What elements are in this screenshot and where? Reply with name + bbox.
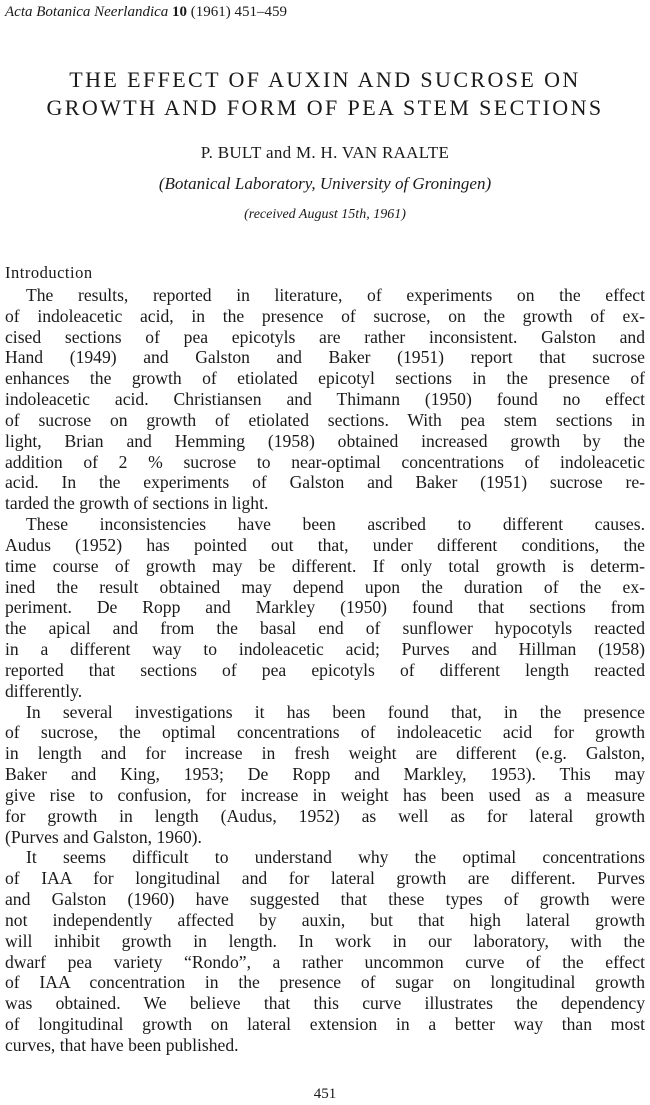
journal-name: Acta Botanica Neerlandica xyxy=(5,4,169,20)
journal-volume: 10 xyxy=(172,4,188,20)
article-authors: P. BULT and M. H. VAN RAALTE xyxy=(200,143,450,162)
article-affiliation: (Botanical Laboratory, University of Groningen) xyxy=(158,174,492,193)
body-line: tarded the growth of sections in light. xyxy=(5,493,269,514)
body-line: not independently affected by auxin, but that high lateral growth xyxy=(5,909,645,930)
body-line: the apical and from the basal end of sunflower hypocotyls reacted xyxy=(5,618,645,639)
body-line: Hand (1949) and Galston and Baker (1951) report that sucrose xyxy=(5,347,645,368)
body-line: reported that sections of pea epicotyls of different length reacted xyxy=(5,659,645,680)
body-line: for growth in length (Audus, 1952) as well as for lateral growth xyxy=(5,805,645,826)
body-line: of longitudinal growth on lateral extension in a better way than most xyxy=(5,1013,645,1034)
body-line: curves, that have been published. xyxy=(5,1034,239,1055)
body-line: The results, reported in literature, of experiments on the effect xyxy=(26,285,645,305)
body-line: of indoleacetic acid, in the presence of sucrose, on the growth of ex- xyxy=(5,305,645,326)
body-line: addition of 2 % sucrose to near-optimal concentrations of indoleacetic xyxy=(5,451,645,472)
title-line: GROWTH AND FORM OF PEA STEM SECTIONS xyxy=(46,95,604,120)
journal-year-pages: (1961) 451–459 xyxy=(190,4,288,20)
article-received-date: (received August 15th, 1961) xyxy=(244,207,406,222)
body-line: of sucrose on growth of etiolated sections. With pea stem sections in xyxy=(5,409,645,430)
body-line: (Purves and Galston, 1960). xyxy=(5,826,202,847)
body-line: cised sections of pea epicotyls are rather inconsistent. Galston and xyxy=(5,326,645,347)
running-head xyxy=(5,3,287,21)
article-title xyxy=(0,66,650,122)
body-line: will inhibit growth in length. In work in our laboratory, with the xyxy=(5,930,645,951)
body-line: of sucrose, the optimal concentrations of indoleacetic acid for growth xyxy=(5,722,645,743)
body-line: Baker and King, 1953; De Ropp and Markley, 1953). This may xyxy=(5,764,645,785)
body-line: In several investigations it has been found that, in the presence xyxy=(26,701,645,722)
body-line: was obtained. We believe that this curve illustrates the dependency xyxy=(5,993,645,1014)
body-line: in a different way to indoleacetic acid; Purves and Hillman (1958) xyxy=(5,639,645,660)
section-heading-introduction: Introduction xyxy=(5,263,93,282)
body-line: of IAA for longitudinal and for lateral growth are different. Purves xyxy=(5,868,645,889)
title-line: THE EFFECT OF AUXIN AND SUCROSE ON xyxy=(69,67,581,92)
body-line: dwarf pea variety “Rondo”, a rather uncommon curve of the effect xyxy=(5,951,645,972)
page-number: 451 xyxy=(313,1086,337,1102)
body-text xyxy=(5,285,645,1056)
body-line: of IAA concentration in the presence of sugar on longitudinal growth xyxy=(5,972,645,993)
body-line: light, Brian and Hemming (1958) obtained increased growth by the xyxy=(5,430,645,451)
body-line: These inconsistencies have been ascribed to different causes. xyxy=(26,514,645,535)
body-line: enhances the growth of etiolated epicotyl sections in the presence of xyxy=(5,368,645,389)
body-line: give rise to confusion, for increase in weight has been used as a measure xyxy=(5,784,645,805)
body-line: Audus (1952) has pointed out that, under different conditions, the xyxy=(5,534,645,555)
body-line: acid. In the experiments of Galston and Baker (1951) sucrose re- xyxy=(5,472,645,493)
body-line: It seems difficult to understand why the optimal concentrations xyxy=(26,847,645,868)
body-line: indoleacetic acid. Christiansen and Thimann (1950) found no effect xyxy=(5,389,645,410)
body-line: ined the result obtained may depend upon the duration of the ex- xyxy=(5,576,645,597)
body-line: differently. xyxy=(5,680,83,701)
body-line: periment. De Ropp and Markley (1950) found that sections from xyxy=(5,597,645,618)
body-line: and Galston (1960) have suggested that these types of growth were xyxy=(5,889,645,910)
body-line: time course of growth may be different. If only total growth is determ- xyxy=(5,555,645,576)
body-line: in length and for increase in fresh weight are different (e.g. Galston, xyxy=(5,743,645,764)
